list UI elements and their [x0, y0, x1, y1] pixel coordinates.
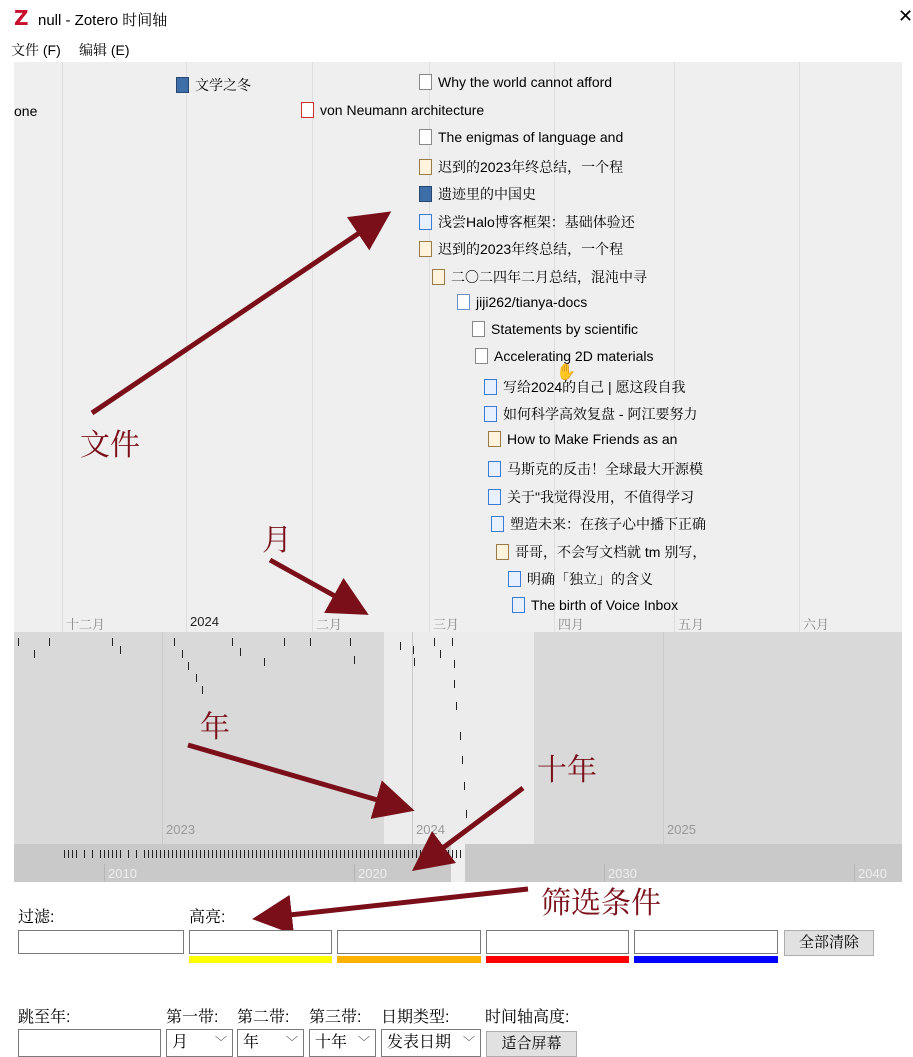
highlight-swatch-3	[486, 956, 629, 963]
highlight-swatch-2	[337, 956, 481, 963]
band1-label: 第一带:	[166, 1009, 219, 1026]
highlight-label: 高亮:	[189, 909, 226, 926]
window-title: null - Zotero 时间轴	[38, 12, 168, 29]
highlight-input-2[interactable]	[337, 930, 481, 954]
close-icon[interactable]: ✕	[898, 6, 913, 26]
annotation-month: 月	[262, 523, 292, 558]
year-label: 2023	[166, 822, 195, 837]
arrow-year	[188, 745, 405, 808]
annotation-filters: 筛选条件	[541, 886, 661, 921]
date-type-label: 日期类型:	[381, 1009, 450, 1026]
highlight-swatch-1	[189, 956, 332, 963]
highlight-input-4[interactable]	[634, 930, 778, 954]
band3-value: 十年	[315, 1034, 348, 1051]
timeline-item-label: 如何科学高效复盘 - 阿江要努力	[503, 406, 698, 422]
timeline-item-label: The enigmas of language and	[438, 129, 624, 145]
timeline-item-label: 马斯克的反击！全球最大开源模	[507, 461, 703, 477]
chevron-down-icon: ﹀	[462, 1035, 475, 1049]
menu-edit[interactable]: 编辑 (E)	[79, 42, 130, 58]
fit-to-screen-button[interactable]: 适合屏幕	[486, 1031, 577, 1057]
highlight-input-3[interactable]	[486, 930, 629, 954]
arrow-filters	[262, 889, 528, 918]
month-label: 2024	[190, 614, 219, 629]
clear-all-button[interactable]: 全部清除	[784, 930, 874, 956]
band3-label: 第三带:	[309, 1009, 362, 1026]
timeline-item-label: 塑造未来：在孩子心中播下正确	[510, 516, 706, 532]
timeline-item-label: The birth of Voice Inbox	[531, 597, 679, 613]
timeline-item-label: 文学之冬	[195, 77, 251, 93]
band2-value: 年	[243, 1034, 260, 1051]
decade-label: 2020	[358, 866, 387, 881]
menu-file[interactable]: 文件 (F)	[11, 42, 61, 58]
decade-label: 2030	[608, 866, 637, 881]
timeline-item-label: 迟到的2023年终总结，一个程	[438, 159, 624, 175]
month-label: 十二月	[66, 617, 106, 632]
jump-to-year-label: 跳至年:	[18, 1009, 71, 1026]
highlight-input-1[interactable]	[189, 930, 332, 954]
month-label: 五月	[678, 617, 705, 632]
decade-label: 2010	[108, 866, 137, 881]
timeline-item-label: Statements by scientific	[491, 321, 639, 337]
timeline-item-label: von Neumann architecture	[320, 102, 485, 118]
annotation-decade: 十年	[537, 753, 597, 788]
chevron-down-icon: ﹀	[285, 1035, 298, 1049]
timeline-item-label: 关于"我觉得没用，不值得学习	[507, 489, 694, 505]
timeline-item-label: How to Make Friends as an	[507, 431, 678, 447]
highlight-swatch-4	[634, 956, 778, 963]
timeline-item-label: 遗迹里的中国史	[438, 186, 536, 202]
month-label: 四月	[558, 617, 585, 632]
zotero-logo-icon: Z	[14, 6, 29, 30]
timeline-item-label: 明确「独立」的含义	[527, 571, 653, 587]
year-label: 2024	[416, 822, 445, 837]
band2-label: 第二带:	[237, 1009, 290, 1026]
timeline-item-label: 二〇二四年二月总结，混沌中寻	[451, 269, 647, 285]
month-label: 六月	[803, 617, 830, 632]
timeline-height-label: 时间轴高度:	[485, 1009, 570, 1026]
decade-label: 2040	[858, 866, 887, 881]
chevron-down-icon: ﹀	[214, 1035, 227, 1049]
chevron-down-icon: ﹀	[357, 1035, 370, 1049]
timeline-item-label: Why the world cannot afford	[438, 74, 613, 90]
filter-label: 过滤:	[18, 909, 55, 926]
annotation-year: 年	[200, 710, 230, 745]
date-type-value: 发表日期	[387, 1034, 452, 1051]
arrow-month	[270, 560, 360, 610]
annotation-files: 文件	[80, 428, 140, 463]
band1-value: 月	[172, 1034, 189, 1051]
arrow-files	[92, 217, 383, 413]
timeline-item-label: Accelerating 2D materials	[494, 348, 654, 364]
timeline-item-label: 写给2024的自己 | 愿这段自我	[503, 379, 686, 395]
timeline-item-label: 迟到的2023年终总结，一个程	[438, 241, 624, 257]
timeline-item-label: 浅尝Halo博客框架：基础体验还	[438, 214, 635, 230]
month-label: 三月	[433, 617, 460, 632]
timeline-item-label: jiji262/tianya-docs	[476, 294, 588, 310]
hand-cursor-icon: ✋	[556, 364, 576, 381]
month-label: 二月	[316, 617, 343, 632]
filter-input[interactable]	[18, 930, 184, 954]
partial-item-label[interactable]: one	[14, 103, 38, 119]
year-label: 2025	[667, 822, 696, 837]
arrow-decade	[420, 788, 523, 865]
timeline-item-label: 哥哥，不会写文档就 tm 别写，	[515, 544, 707, 560]
